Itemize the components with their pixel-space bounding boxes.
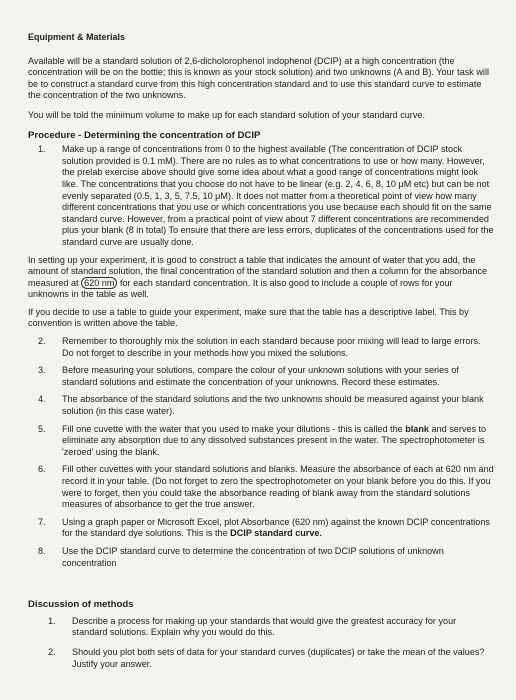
procedure-step-6 [28, 464, 494, 510]
standard-curve-term: DCIP standard curve. [230, 528, 322, 539]
step-number: 6. [38, 464, 46, 475]
step-number: 5. [38, 423, 46, 434]
question-number: 2. [48, 646, 56, 657]
step-text: Make up a range of concentrations from 0 to the highest available (The concentration of DCIP stock solution provided is 0.1 mM). There are no rules as to what concentrations to use or how many. However, the prelab exercise above should give some idea about what a good range of concentrations might look like. The concentrations that you choose do not have to be linear (e.g. 2, 4, 6, 8, 10 μM etc) but can be not evenly separated (0.5, 1, 3, 5, 7.5, 10 μM). It does not matter from a theoretical point of view how many different concentrations that you use or which concentrations you use because each should fit on the same standard curve. However, from a practical point of view about 7 different concentrations are recommended plus your blank (8 in total) To ensure that there are less errors, duplicates of the concentrations used for the standard curve are usually done. [62, 144, 494, 247]
step-text [58, 424, 494, 459]
intro-paragraph: Available will be a standard solution of 2,6-dicholorophenol indophenol (DCIP) at a high concentration (the concentration will be on the bottle; this is known as your stock solution) and two unknowns (A and B). Your task will be to construct a standard curve from this high concentration standard and to use this standard curve to estimate the concentration of the two unknowns. [28, 55, 489, 101]
procedure-step-8 [28, 546, 494, 569]
procedure-step-1 [28, 144, 494, 248]
equipment-heading: Equipment & Materials [28, 32, 126, 42]
procedure-step-3 [28, 365, 494, 388]
procedure-step-7 [28, 517, 494, 540]
procedure-step-2 [28, 336, 494, 359]
blank-term: blank [405, 423, 429, 434]
step5-text-c: and serves to eliminate any absorption due to any dissolved substances present in the water. The spectrophotometer is 'zeroed' using the blank. [62, 423, 487, 457]
step-number: 7. [38, 516, 46, 527]
circled-wavelength: 620 nm [81, 277, 117, 289]
discussion-question-2 [28, 647, 494, 670]
discussion-question-1 [28, 616, 494, 639]
procedure-list-continued [28, 336, 494, 569]
step5-text-a: Fill one cuvette with the water that you used to make your dilutions - this is called the [62, 423, 403, 434]
step-text: Fill other cuvettes with your standard solutions and blanks. Measure the absorbance of each at 620 nm and record it in your table. (Do not forget to zero the spectrophotometer on your blank before you do this. If you were to forget, then you could take the absorbance reading of blank away from the standard solutions measures of absorbance to get the true answer. [62, 464, 494, 510]
step-number: 3. [38, 365, 46, 376]
min-volume-note: You will be told the minimum volume to make up for each standard solution of your standard curve. [28, 109, 425, 120]
step-text: Remember to thoroughly mix the solution in each standard because poor mixing will lead to large errors. Do not forget to describe in your methods how you mixed the solutions. [62, 336, 481, 358]
table-note-text-a: In setting up your experiment, it is good to construct a table that indicates the amount of water that you add, the amount of standard solution, the final concentration of the standard solution and then a column for the absorbance measured at [28, 254, 488, 288]
step-number: 2. [38, 336, 46, 347]
table-note-text-b: for each standard concentration. It is also good to include a couple of rows for your unknowns in the table as well. [28, 277, 453, 300]
table-note-paragraph [28, 255, 494, 301]
procedure-list [28, 144, 494, 248]
procedure-step-5 [28, 424, 494, 459]
question-text: Should you plot both sets of data for your standard curves (duplicates) or take the mean of the values? Justify your answer. [72, 646, 485, 669]
question-text: Describe a process for making up your standards that would give the greatest accuracy for your standard solutions. Explain why you would do this. [72, 615, 457, 638]
procedure-heading: Procedure - Determining the concentration of DCIP [28, 129, 261, 141]
question-number: 1. [48, 615, 56, 626]
step-number: 8. [38, 545, 46, 556]
step-number: 4. [38, 394, 46, 405]
step-number: 1. [38, 144, 46, 155]
step-text: The absorbance of the standard solutions and the two unknowns should be measured against your blank solution (in this case water). [62, 394, 484, 417]
step-text: Use the DCIP standard curve to determine the concentration of two DCIP solutions of unknown concentration [62, 545, 444, 568]
procedure-step-4 [28, 394, 494, 417]
step-text [58, 517, 494, 540]
discussion-list [28, 616, 494, 670]
step7-text-a: Using a graph paper or Microsoft Excel, plot Absorbance (620 nm) against the known DCIP concentrations for the standard dye solutions. This is the [62, 516, 490, 539]
table-label-note: If you decide to use a table to guide your experiment, make sure that the table has a descriptive label. This by convention is written above the table. [28, 306, 469, 329]
discussion-heading: Discussion of methods [28, 599, 134, 611]
step-text: Before measuring your solutions, compare the colour of your unknown solutions with your series of standard solutions and estimate the concentration of your unknowns. Record these estimates. [62, 365, 459, 387]
